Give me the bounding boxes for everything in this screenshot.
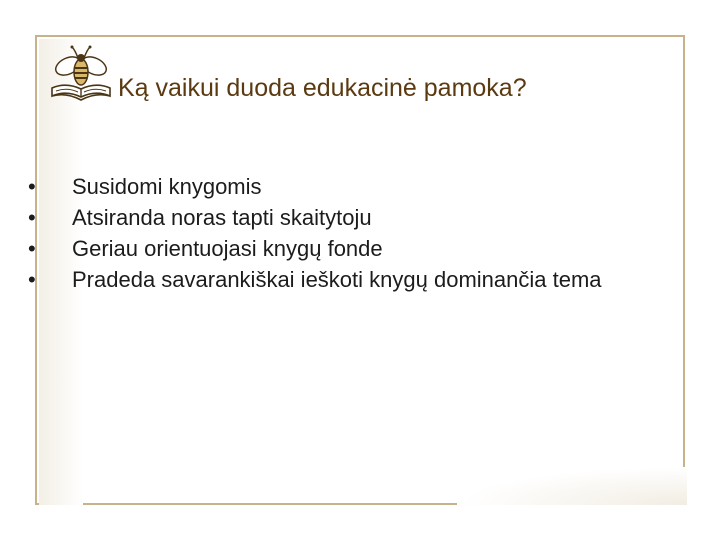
bullet-marker: • bbox=[28, 205, 36, 230]
bullet-text: Susidomi knygomis bbox=[72, 174, 262, 199]
bullet-list bbox=[28, 172, 688, 296]
bee-book-logo-icon bbox=[48, 44, 118, 104]
slide-title: Ką vaikui duoda edukacinė pamoka? bbox=[118, 74, 527, 102]
bullet-marker: • bbox=[28, 236, 36, 261]
list-item bbox=[28, 265, 688, 295]
list-item bbox=[28, 203, 688, 233]
list-item bbox=[28, 172, 688, 202]
bullet-text: Atsiranda noras tapti skaitytoju bbox=[72, 205, 372, 230]
list-item bbox=[28, 234, 688, 264]
corner-shade bbox=[457, 467, 687, 505]
bullet-text: Geriau orientuojasi knygų fonde bbox=[72, 236, 383, 261]
bullet-text: Pradeda savarankiškai ieškoti knygų dominančia tema bbox=[72, 267, 602, 292]
bullet-marker: • bbox=[28, 174, 36, 199]
bullet-marker: • bbox=[28, 267, 36, 292]
